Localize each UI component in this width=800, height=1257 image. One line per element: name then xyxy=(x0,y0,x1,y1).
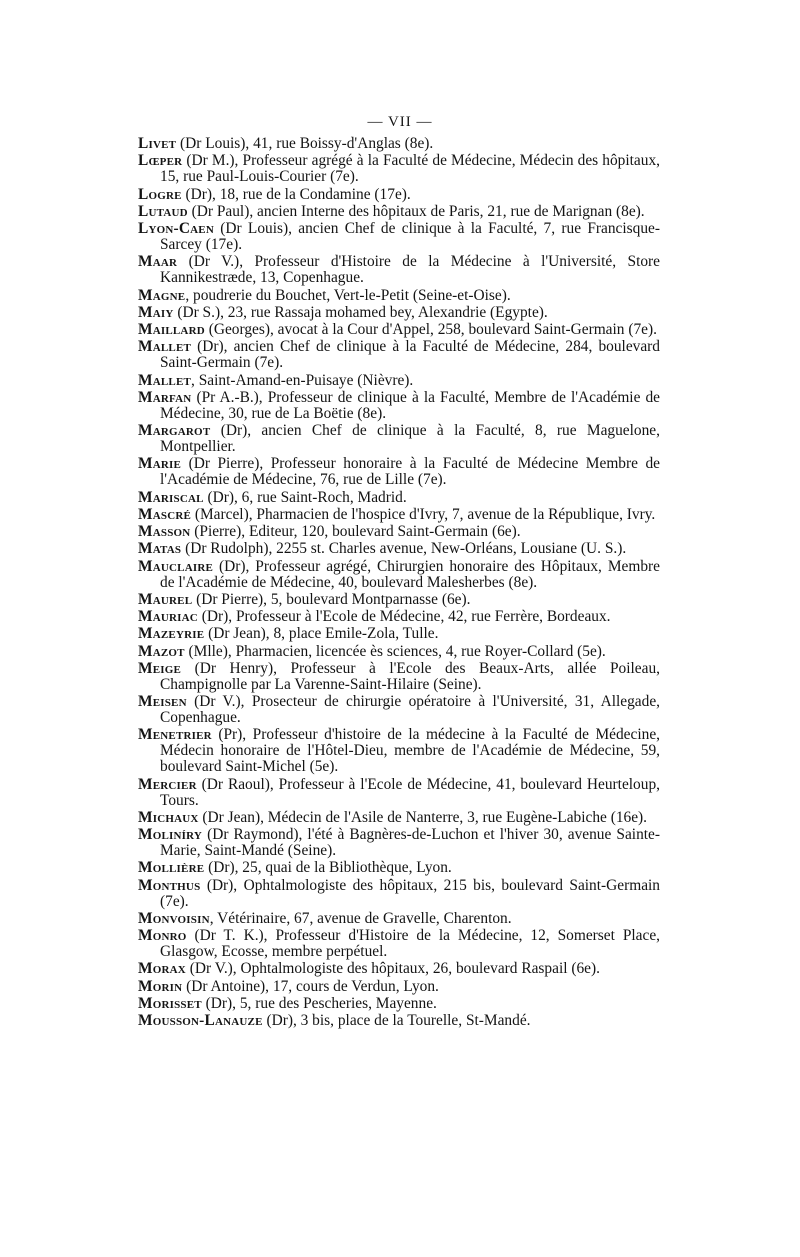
entry-details: (Marcel), Pharmacien de l'hospice d'Ivry, 7, avenue de la République, Ivry. xyxy=(191,505,656,523)
list-entry xyxy=(138,541,660,557)
entry-name: Magne xyxy=(138,286,186,304)
entry-name: Mousson-Lanauze xyxy=(138,1012,263,1030)
entry-name: Monvoisin xyxy=(138,909,210,927)
list-entry xyxy=(138,979,660,995)
entry-name: Morax xyxy=(138,960,186,978)
entry-name: Morin xyxy=(138,977,183,995)
entry-details: (Dr), 6, rue Saint-Roch, Madrid. xyxy=(203,488,407,506)
list-entry xyxy=(138,928,660,960)
entry-details: (Pr A.-B.), Professeur de clinique à la Faculté, Membre de l'Académie de Médecine, 30, rue de La Boëtie (8e). xyxy=(160,388,660,422)
entry-name: Margarot xyxy=(138,422,211,440)
entry-details: (Dr), ancien Chef de clinique à la Faculté de Médecine, 284, boulevard Saint-Germain (7e). xyxy=(160,338,660,372)
list-entry xyxy=(138,609,660,625)
list-entry xyxy=(138,592,660,608)
entry-name: Mollière xyxy=(138,859,205,877)
entry-name: Matas xyxy=(138,540,182,558)
entry-details: (Pierre), Editeur, 120, boulevard Saint-Germain (6e). xyxy=(190,523,521,541)
entry-details: (Dr M.), Professeur agrégé à la Faculté de Médecine, Médecin des hôpitaux, 15, rue Paul-Louis-Courier (7e). xyxy=(160,152,660,186)
entry-name: Lyon-Caen xyxy=(138,220,214,238)
entry-details: (Dr Jean), 8, place Emile-Zola, Tulle. xyxy=(204,625,439,643)
entry-name: Monro xyxy=(138,927,187,945)
list-entry xyxy=(138,661,660,693)
entry-details: (Dr), 5, rue des Pescheries, Mayenne. xyxy=(201,994,437,1012)
list-entry xyxy=(138,1013,660,1029)
entry-name: Menetrier xyxy=(138,726,212,744)
list-entry xyxy=(138,339,660,371)
entry-name: Logre xyxy=(138,185,182,203)
list-entry xyxy=(138,305,660,321)
entry-details: (Dr), 25, quai de la Bibliothèque, Lyon. xyxy=(204,859,452,877)
entry-name: Moliníry xyxy=(138,826,203,844)
list-entry xyxy=(138,878,660,910)
entry-details: (Dr), ancien Chef de clinique à la Faculté, 8, rue Maguelone, Montpellier. xyxy=(160,422,660,455)
entry-details: (Pr), Professeur d'histoire de la médecine à la Faculté de Médecine, Médecin honoraire de l'Hôtel-Dieu, membre de l'Académie de Médecine, 59, boulevard Saint-Michel (5e). xyxy=(160,726,660,776)
entry-details: (Dr), Professeur à l'Ecole de Médecine, 42, rue Ferrère, Bordeaux. xyxy=(197,608,611,626)
entry-name: Mascré xyxy=(138,505,192,523)
entry-details: , poudrerie du Bouchet, Vert-le-Petit (Seine-et-Oise). xyxy=(185,286,511,304)
entry-details: (Dr Henry), Professeur à l'Ecole des Beaux-Arts, allée Poileau, Champignolle par La Varenne-Saint-Hilaire (Seine). xyxy=(160,660,660,693)
entry-details: (Dr), Professeur agrégé, Chirurgien honoraire des Hôpitaux, Membre de l'Académie de Médecine, 40, boulevard Malesherbes (8e). xyxy=(160,557,660,591)
entry-details: (Dr Paul), ancien Interne des hôpitaux de Paris, 21, rue de Marignan (8e). xyxy=(187,202,645,220)
entry-name: Masson xyxy=(138,523,191,541)
list-entry xyxy=(138,626,660,642)
entry-name: Mauriac xyxy=(138,608,198,626)
entry-name: Mallet xyxy=(138,371,192,389)
entry-details: (Dr), Ophtalmologiste des hôpitaux, 215 bis, boulevard Saint-Germain (7e). xyxy=(160,876,660,910)
entry-name: Livet xyxy=(138,135,177,152)
list-entry xyxy=(138,204,660,220)
entry-name: Marie xyxy=(138,455,182,473)
list-entry xyxy=(138,221,660,253)
list-entry xyxy=(138,961,660,977)
entry-name: Mazeyrie xyxy=(138,625,205,643)
entry-details: (Dr S.), 23, rue Rassaja mohamed bey, Alexandrie (Egypte). xyxy=(173,303,548,321)
list-entry xyxy=(138,153,660,185)
list-entry xyxy=(138,322,660,338)
list-entry xyxy=(138,559,660,591)
list-entry xyxy=(138,810,660,826)
entry-name: Meisen xyxy=(138,693,187,711)
list-entry xyxy=(138,911,660,927)
entry-name: Lutaud xyxy=(138,202,188,220)
entry-details: (Dr V.), Professeur d'Histoire de la Médecine à l'Université, Store Kannikestræde, 13, Copenhague. xyxy=(160,253,660,287)
list-entry xyxy=(138,490,660,506)
list-entry xyxy=(138,860,660,876)
list-entry xyxy=(138,136,660,152)
entry-details: (Dr), 3 bis, place de la Tourelle, St-Mandé. xyxy=(262,1012,531,1030)
list-entry xyxy=(138,777,660,809)
list-entry xyxy=(138,827,660,859)
entry-name: Michaux xyxy=(138,808,199,826)
entry-details: , Vétérinaire, 67, avenue de Gravelle, Charenton. xyxy=(209,909,512,927)
entry-name: Mauclaire xyxy=(138,557,214,575)
entry-name: Marfan xyxy=(138,388,192,406)
list-entry xyxy=(138,996,660,1012)
list-entry xyxy=(138,507,660,523)
list-entry xyxy=(138,456,660,488)
entry-details: (Dr Raoul), Professeur à l'Ecole de Médecine, 41, boulevard Heurteloup, Tours. xyxy=(160,775,660,809)
entry-details: (Dr Pierre), 5, boulevard Montparnasse (6e). xyxy=(192,590,471,608)
entry-name: Mariscal xyxy=(138,488,204,506)
list-entry xyxy=(138,254,660,286)
entry-name: Morisset xyxy=(138,994,202,1012)
list-entry xyxy=(138,373,660,389)
entry-name: Maurel xyxy=(138,590,193,608)
entry-details: (Dr Pierre), Professeur honoraire à la Faculté de Médecine Membre de l'Académie de Médecine, 76, rue de Lille (7e). xyxy=(160,455,660,489)
entry-details: (Dr Louis), 41, rue Boissy-d'Anglas (8e). xyxy=(176,135,434,152)
entry-details: (Dr Antoine), 17, cours de Verdun, Lyon. xyxy=(182,977,439,995)
entry-details: (Dr), 18, rue de la Condamine (17e). xyxy=(181,185,411,203)
entry-name: Maillard xyxy=(138,321,205,339)
entry-details: (Dr Raymond), l'été à Bagnères-de-Luchon et l'hiver 30, avenue Sainte-Marie, Saint-Mandé (Seine). xyxy=(160,826,660,859)
entry-name: Maiy xyxy=(138,303,174,321)
list-entry xyxy=(138,524,660,540)
entry-name: Monthus xyxy=(138,876,201,894)
entry-details: (Dr V.), Ophtalmologiste des hôpitaux, 26, boulevard Raspail (6e). xyxy=(185,960,600,978)
entry-name: Meige xyxy=(138,660,182,678)
entry-name: Mercier xyxy=(138,775,197,793)
entry-name: Maar xyxy=(138,253,178,271)
entry-details: (Dr Louis), ancien Chef de clinique à la Faculté, 7, rue Francisque-Sarcey (17e). xyxy=(160,220,660,253)
member-list xyxy=(138,136,660,1030)
entry-details: (Georges), avocat à la Cour d'Appel, 258, boulevard Saint-Germain (7e). xyxy=(204,321,657,339)
entry-name: Mallet xyxy=(138,338,192,356)
entry-name: Mazot xyxy=(138,642,185,660)
list-entry xyxy=(138,390,660,422)
list-entry xyxy=(138,187,660,203)
entry-details: (Dr Rudolph), 2255 st. Charles avenue, New-Orléans, Lousiane (U. S.). xyxy=(181,540,627,558)
entry-details: (Mlle), Pharmacien, licencée ès sciences, 4, rue Royer-Collard (5e). xyxy=(184,642,606,660)
entry-details: (Dr V.), Prosecteur de chirurgie opératoire à l'Université, 31, Allegade, Copenhague. xyxy=(160,693,660,727)
entry-details: , Saint-Amand-en-Puisaye (Nièvre). xyxy=(191,371,414,389)
list-entry xyxy=(138,288,660,304)
page-number: — VII — xyxy=(367,114,433,130)
entry-details: (Dr Jean), Médecin de l'Asile de Nanterre, 3, rue Eugène-Labiche (16e). xyxy=(198,808,648,826)
list-entry xyxy=(138,694,660,726)
list-entry xyxy=(138,644,660,660)
list-entry xyxy=(138,727,660,775)
entry-details: (Dr T. K.), Professeur d'Histoire de la Médecine, 12, Somerset Place, Glasgow, Ecosse, membre perpétuel. xyxy=(160,927,660,960)
entry-name: Lœper xyxy=(138,152,183,170)
list-entry xyxy=(138,423,660,455)
